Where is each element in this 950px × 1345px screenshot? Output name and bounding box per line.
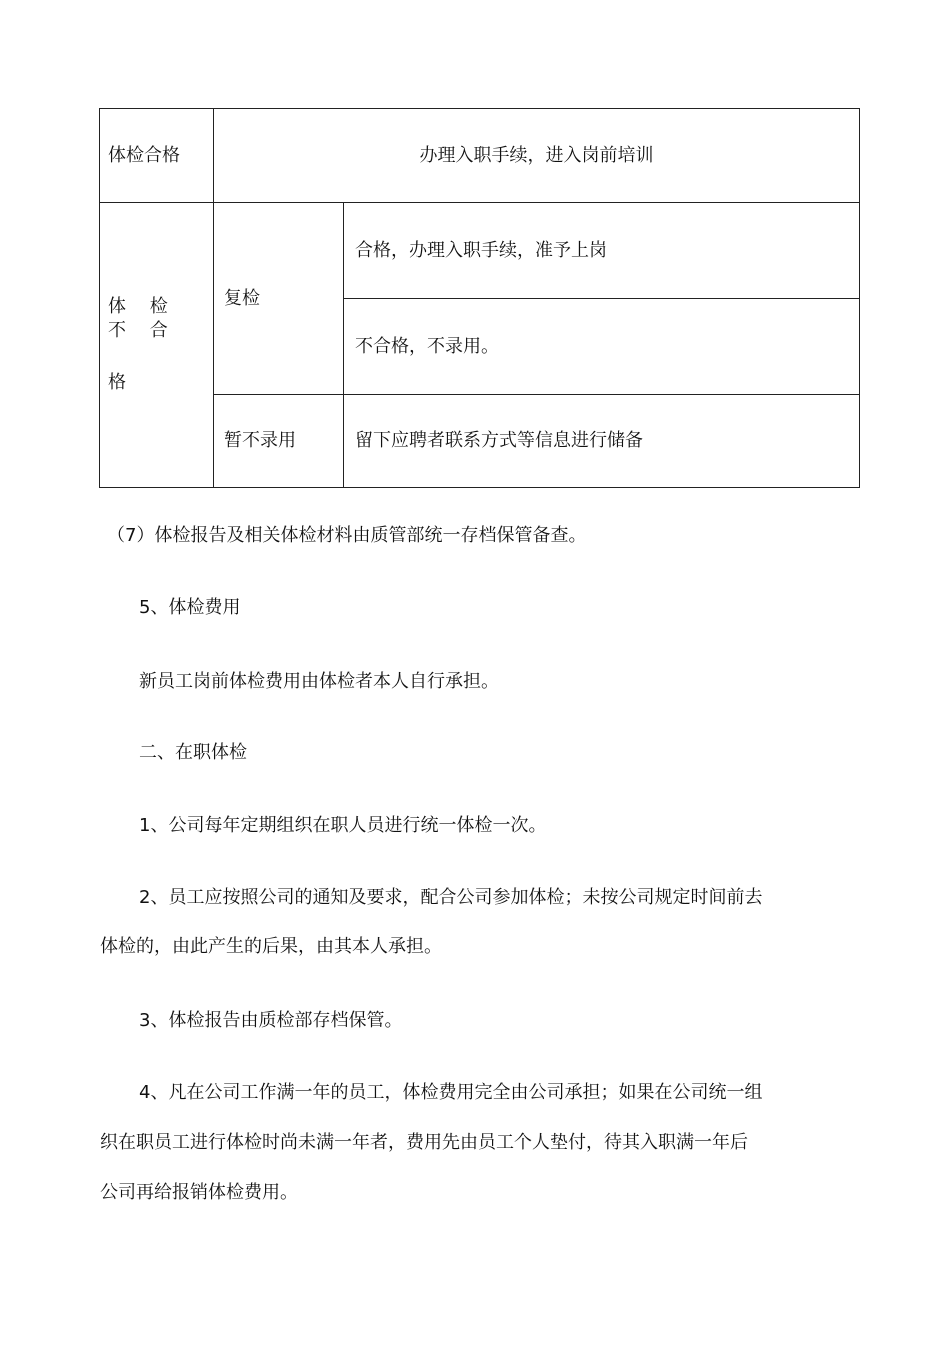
paragraph-onjob-4-line2: 织在职员工进行体检时尚未满一年者，费用先由员工个人垫付，待其入职满一年后 xyxy=(100,1132,748,1153)
paragraph-onjob-2-line1: 2、员工应按照公司的通知及要求，配合公司参加体检；未按公司规定时间前去 xyxy=(139,887,763,908)
paragraph-onjob-1: 1、公司每年定期组织在职人员进行统一体检一次。 xyxy=(139,815,547,836)
cell-defer-action xyxy=(344,395,859,487)
cell-fail-label xyxy=(100,203,213,487)
heading-exam-fee: 5、体检费用 xyxy=(139,597,241,618)
cell-defer-label xyxy=(214,395,343,487)
recheck-label: 复检 xyxy=(224,287,260,309)
paragraph-onjob-2-line2: 体检的，由此产生的后果，由其本人承担。 xyxy=(100,936,442,957)
recheck-pass-text: 合格，办理入职手续，准予上岗 xyxy=(355,239,607,261)
cell-recheck-label xyxy=(214,203,343,394)
paragraph-item-7: （7）体检报告及相关体检材料由质管部统一存档保管备查。 xyxy=(107,525,587,546)
paragraph-onjob-3: 3、体检报告由质检部存档保管。 xyxy=(139,1010,403,1031)
defer-action-text: 留下应聘者联系方式等信息进行储备 xyxy=(355,430,643,451)
cell-pass-result xyxy=(214,109,859,202)
paragraph-onjob-4-line3: 公司再给报销体检费用。 xyxy=(100,1182,298,1203)
defer-label: 暂不录用 xyxy=(224,430,296,451)
paragraph-onjob-4-line1: 4、凡在公司工作满一年的员工，体检费用完全由公司承担；如果在公司统一组 xyxy=(139,1082,763,1103)
pass-label: 体检合格 xyxy=(108,144,180,166)
recheck-fail-text: 不合格，不录用。 xyxy=(355,335,499,357)
pass-result: 办理入职手续，进入岗前培训 xyxy=(419,144,654,166)
paragraph-exam-fee: 新员工岗前体检费用由体检者本人自行承担。 xyxy=(139,671,499,692)
cell-pass-label xyxy=(100,109,213,202)
fail-label-line2: 格 xyxy=(108,372,126,393)
fail-label-line1: 体 检 不 合 xyxy=(108,296,177,341)
cell-recheck-pass xyxy=(344,203,859,298)
cell-recheck-fail xyxy=(344,299,859,394)
heading-onjob-exam: 二、在职体检 xyxy=(139,742,247,763)
